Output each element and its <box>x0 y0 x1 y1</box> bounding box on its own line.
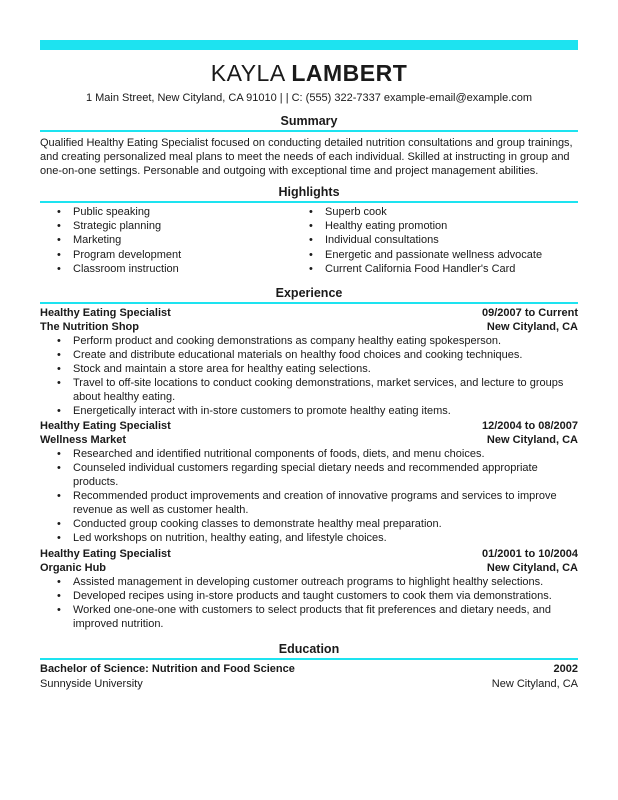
duty-item: • Recommended product improvements and creation of innovative programs and services to improve revenue as well as customer health. <box>40 489 578 517</box>
degree: Bachelor of Science <box>40 663 146 675</box>
duty-item: • Perform product and cooking demonstrations as company healthy eating spokesperson. <box>40 334 578 348</box>
summary-text: Qualified Healthy Eating Specialist focused on conducting detailed nutrition consultations and group trainings, and creating personalized meal plans to meet the needs of each individual. Skilled at instructing in group and one-on-one settings. Personable and outgoing with exceptional time and project management abilities. <box>40 137 573 177</box>
job-company-row <box>40 320 578 334</box>
job-dates: 12/2004 to 08/2007 <box>481 420 578 432</box>
experience-rule <box>40 302 578 304</box>
job-location: New Cityland, CA <box>486 434 578 446</box>
graduation-year: 2002 <box>553 663 578 675</box>
duty-item: • Travel to off-site locations to conduct cooking demonstrations, market services, and lecture to groups about healthy eating. <box>40 376 578 404</box>
job-title-row <box>40 547 578 561</box>
highlight-item: • Individual consultations <box>292 233 578 247</box>
job-title: Healthy Eating Specialist <box>40 420 171 432</box>
job-title: Healthy Eating Specialist <box>40 548 171 560</box>
duty-item: • Developed recipes using in-store products and taught customers to cook them via demonstrations. <box>40 589 578 603</box>
summary-rule <box>40 130 578 132</box>
job-company: Wellness Market <box>40 434 127 446</box>
job-duties-list <box>40 447 578 545</box>
duty-item: • Researched and identified nutritional components of foods, diets, and menu choices. <box>40 447 578 461</box>
education-heading: Education <box>278 642 340 656</box>
duty-item: • Counseled individual customers regarding special dietary needs and recommended appropriate products. <box>40 461 578 489</box>
job-title-row <box>40 306 578 320</box>
education-degree-row <box>40 662 578 676</box>
job-dates: 01/2001 to 10/2004 <box>481 548 578 560</box>
job-duties-list <box>40 334 578 418</box>
highlight-item: • Current California Food Handler's Card <box>292 262 578 276</box>
job-duties-list <box>40 575 578 631</box>
contact-line: 1 Main Street, New Cityland, CA 91010 | | C: (555) 322-7337 example-email@example.com <box>85 92 533 104</box>
highlights-left-list <box>40 205 308 276</box>
job-dates: 09/2007 to Current <box>482 307 578 319</box>
job-company: The Nutrition Shop <box>40 321 139 333</box>
job-title: Healthy Eating Specialist <box>40 307 171 319</box>
highlight-item: • Classroom instruction <box>40 262 308 276</box>
job-company-row <box>40 433 578 447</box>
first-name: KAYLA <box>210 60 285 86</box>
job-company: Organic Hub <box>40 562 107 574</box>
school-name: Sunnyside University <box>40 678 143 690</box>
candidate-name <box>40 60 578 87</box>
job-location: New Cityland, CA <box>486 562 578 574</box>
experience-heading: Experience <box>275 286 343 300</box>
highlight-item: • Public speaking <box>40 205 308 219</box>
highlight-item: • Superb cook <box>292 205 578 219</box>
highlights-rule <box>40 201 578 203</box>
job-location: New Cityland, CA <box>486 321 578 333</box>
education-school-row <box>40 677 578 691</box>
job-company-row <box>40 561 578 575</box>
job-title-row <box>40 419 578 433</box>
duty-item: • Create and distribute educational materials on healthy food choices and cooking techniques. <box>40 348 578 362</box>
highlights-heading: Highlights <box>278 185 340 199</box>
education-rule <box>40 658 578 660</box>
highlight-item: • Strategic planning <box>40 219 308 233</box>
degree-field: : Nutrition and Food Science <box>145 663 295 675</box>
highlight-item: • Healthy eating promotion <box>292 219 578 233</box>
school-location: New Cityland, CA <box>491 678 578 690</box>
header-accent-bar <box>40 40 578 50</box>
duty-item: • Stock and maintain a store area for healthy eating selections. <box>40 362 578 376</box>
duty-item: • Energetically interact with in-store customers to promote healthy eating items. <box>40 404 578 418</box>
duty-item: • Assisted management in developing customer outreach programs to highlight healthy selections. <box>40 575 578 589</box>
highlight-item: • Energetic and passionate wellness advocate <box>292 248 578 262</box>
highlight-item: • Marketing <box>40 233 308 247</box>
last-name: LAMBERT <box>291 60 408 86</box>
summary-heading: Summary <box>280 114 338 128</box>
duty-item: • Worked one-one-one with customers to select products that fit preferences and dietary needs, and improved nutrition. <box>40 603 578 631</box>
highlight-item: • Program development <box>40 248 308 262</box>
duty-item: • Led workshops on nutrition, healthy eating, and lifestyle choices. <box>40 531 578 545</box>
highlights-right-list <box>292 205 578 276</box>
duty-item: • Conducted group cooking classes to demonstrate healthy meal preparation. <box>40 517 578 531</box>
